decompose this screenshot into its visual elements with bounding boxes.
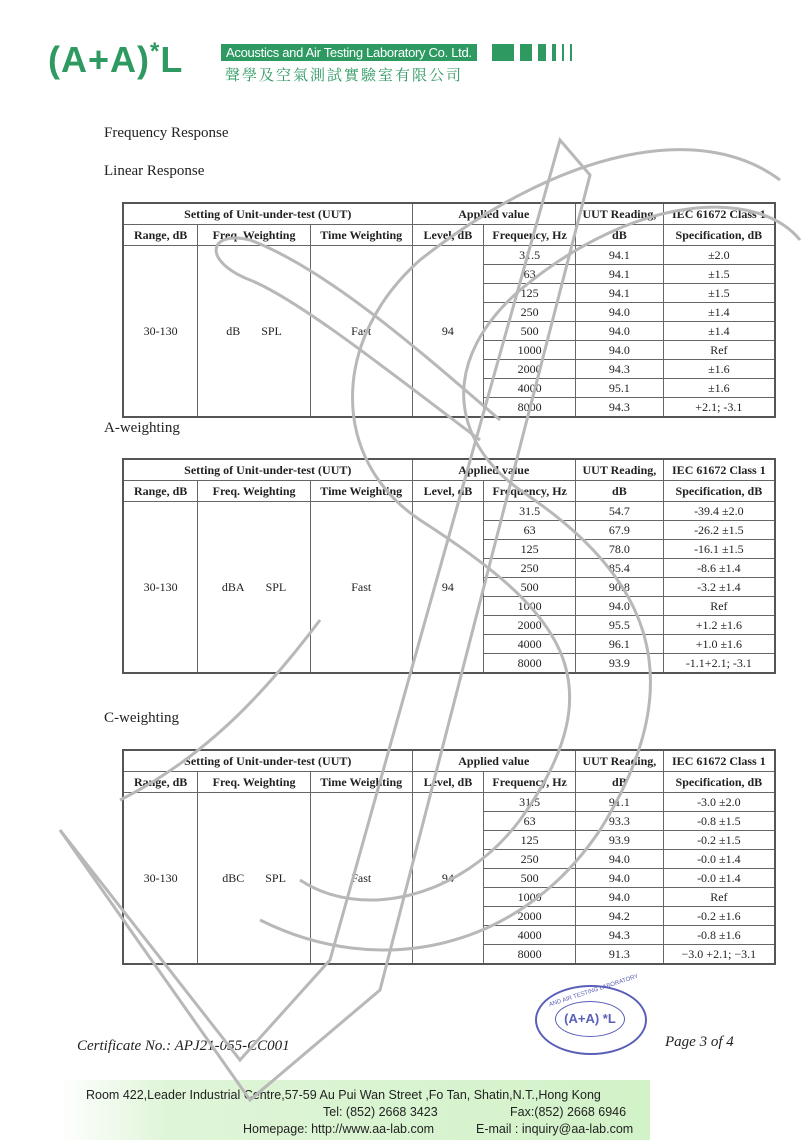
- header-uut-unit: dB: [576, 225, 664, 246]
- frequency-cell: 125: [484, 284, 576, 303]
- table-row: [123, 793, 775, 812]
- time-weighting-cell: Fast: [310, 246, 412, 418]
- frequency-cell: 1000: [484, 888, 576, 907]
- header-setting: Setting of Unit-under-test (UUT): [123, 459, 412, 481]
- frequency-cell: 250: [484, 850, 576, 869]
- spec-cell: Ref: [663, 341, 775, 360]
- table-row: [123, 246, 775, 265]
- uut-reading-cell: 94.0: [576, 850, 664, 869]
- header-time-weighting: Time Weighting: [310, 481, 412, 502]
- uut-reading-cell: 90.8: [576, 578, 664, 597]
- weighting-unit: SPL: [261, 323, 282, 338]
- header-applied: Applied value: [412, 750, 575, 772]
- uut-reading-cell: 93.3: [576, 812, 664, 831]
- table-row: [123, 502, 775, 521]
- email-link[interactable]: E-mail : inquiry@aa-lab.com: [476, 1122, 634, 1136]
- table-title-linear: Linear Response: [104, 163, 205, 179]
- time-weighting-cell: Fast: [310, 502, 412, 674]
- spec-cell: ±1.5: [663, 265, 775, 284]
- range-cell: 30-130: [123, 793, 198, 965]
- header-setting: Setting of Unit-under-test (UUT): [123, 750, 412, 772]
- frequency-cell: 2000: [484, 360, 576, 379]
- spec-cell: ±1.4: [663, 322, 775, 341]
- spec-cell: -26.2 ±1.5: [663, 521, 775, 540]
- uut-reading-cell: 91.1: [576, 793, 664, 812]
- header-level: Level, dB: [412, 225, 484, 246]
- freq-weighting-cell: [198, 793, 311, 965]
- spec-cell: -39.4 ±2.0: [663, 502, 775, 521]
- level-cell: 94: [412, 793, 484, 965]
- uut-reading-cell: 94.3: [576, 398, 664, 418]
- spec-cell: -3.2 ±1.4: [663, 578, 775, 597]
- uut-reading-cell: 94.0: [576, 322, 664, 341]
- header-iec: IEC 61672 Class 1: [663, 203, 775, 225]
- header-uut: UUT Reading,: [576, 750, 664, 772]
- telephone: Tel: (852) 2668 3423: [323, 1105, 438, 1119]
- frequency-cell: 31.5: [484, 246, 576, 265]
- header-frequency: Frequency, Hz: [484, 772, 576, 793]
- freq-weighting-cell: [198, 502, 311, 674]
- uut-reading-cell: 94.0: [576, 303, 664, 322]
- uut-reading-cell: 94.1: [576, 284, 664, 303]
- spec-cell: ±1.6: [663, 360, 775, 379]
- spec-cell: ±1.6: [663, 379, 775, 398]
- header-range: Range, dB: [123, 772, 198, 793]
- header-time-weighting: Time Weighting: [310, 772, 412, 793]
- spec-cell: Ref: [663, 597, 775, 616]
- address: Room 422,Leader Industrial Centre,57-59 Au Pui Wan Street ,Fo Tan, Shatin,N.T.,Hong Kong: [86, 1088, 601, 1102]
- header-range: Range, dB: [123, 225, 198, 246]
- header-freq-weighting: Freq. Weighting: [198, 225, 311, 246]
- time-weighting-cell: Fast: [310, 793, 412, 965]
- spec-cell: -0.8 ±1.6: [663, 926, 775, 945]
- level-cell: 94: [412, 502, 484, 674]
- header-iec: IEC 61672 Class 1: [663, 459, 775, 481]
- uut-reading-cell: 94.0: [576, 341, 664, 360]
- spec-cell: ±1.5: [663, 284, 775, 303]
- frequency-cell: 125: [484, 540, 576, 559]
- table-title-a: A-weighting: [104, 420, 180, 436]
- spec-cell: -16.1 ±1.5: [663, 540, 775, 559]
- uut-reading-cell: 78.0: [576, 540, 664, 559]
- frequency-cell: 8000: [484, 945, 576, 965]
- weighting-unit: SPL: [265, 870, 286, 885]
- weighting-unit: SPL: [265, 579, 287, 594]
- weighting: dB: [226, 323, 241, 338]
- spec-cell: -3.0 ±2.0: [663, 793, 775, 812]
- header-iec: IEC 61672 Class 1: [663, 750, 775, 772]
- header-freq-weighting: Freq. Weighting: [198, 772, 311, 793]
- range-cell: 30-130: [123, 502, 198, 674]
- header-uut: UUT Reading,: [576, 459, 664, 481]
- frequency-response-table: [122, 458, 776, 674]
- uut-reading-cell: 93.9: [576, 654, 664, 674]
- uut-reading-cell: 96.1: [576, 635, 664, 654]
- uut-reading-cell: 94.3: [576, 926, 664, 945]
- uut-reading-cell: 94.2: [576, 907, 664, 926]
- header-frequency: Frequency, Hz: [484, 481, 576, 502]
- frequency-cell: 4000: [484, 926, 576, 945]
- frequency-cell: 2000: [484, 616, 576, 635]
- weighting: dBA: [221, 579, 245, 594]
- frequency-cell: 31.5: [484, 793, 576, 812]
- spec-cell: -0.8 ±1.5: [663, 812, 775, 831]
- logo-bars: [492, 44, 572, 61]
- table-title-c: C-weighting: [104, 710, 179, 726]
- freq-weighting-cell: [198, 246, 311, 418]
- header-applied: Applied value: [412, 459, 575, 481]
- uut-reading-cell: 67.9: [576, 521, 664, 540]
- company-name-zh: 聲學及空氣測試實驗室有限公司: [225, 66, 464, 84]
- spec-cell: +2.1; -3.1: [663, 398, 775, 418]
- uut-reading-cell: 85.4: [576, 559, 664, 578]
- range-cell: 30-130: [123, 246, 198, 418]
- header-level: Level, dB: [412, 772, 484, 793]
- company-stamp: AND AIR TESTING LABORATORY (A+A) *L: [535, 985, 647, 1055]
- header-range: Range, dB: [123, 481, 198, 502]
- spec-cell: -0.0 ±1.4: [663, 850, 775, 869]
- page-number: Page 3 of 4: [665, 1034, 734, 1050]
- certificate-number: Certificate No.: APJ21-055-CC001: [77, 1038, 290, 1054]
- frequency-cell: 63: [484, 521, 576, 540]
- spec-cell: −3.0 +2.1; −3.1: [663, 945, 775, 965]
- uut-reading-cell: 94.0: [576, 888, 664, 907]
- spec-cell: -0.0 ±1.4: [663, 869, 775, 888]
- frequency-cell: 63: [484, 812, 576, 831]
- spec-cell: -8.6 ±1.4: [663, 559, 775, 578]
- frequency-cell: 250: [484, 303, 576, 322]
- spec-cell: +1.0 ±1.6: [663, 635, 775, 654]
- spec-cell: +1.2 ±1.6: [663, 616, 775, 635]
- header-uut-unit: dB: [576, 772, 664, 793]
- header-uut: UUT Reading,: [576, 203, 664, 225]
- company-name-en: Acoustics and Air Testing Laboratory Co. Ltd.: [221, 44, 477, 61]
- spec-cell: Ref: [663, 888, 775, 907]
- fax: Fax:(852) 2668 6946: [510, 1105, 627, 1119]
- uut-reading-cell: 95.5: [576, 616, 664, 635]
- spec-cell: ±2.0: [663, 246, 775, 265]
- frequency-cell: 500: [484, 322, 576, 341]
- frequency-response-table: [122, 749, 776, 965]
- header-uut-unit: dB: [576, 481, 664, 502]
- uut-reading-cell: 91.3: [576, 945, 664, 965]
- spec-cell: -0.2 ±1.6: [663, 907, 775, 926]
- uut-reading-cell: 95.1: [576, 379, 664, 398]
- section-title: Frequency Response: [104, 125, 229, 141]
- frequency-cell: 500: [484, 869, 576, 888]
- header-freq-weighting: Freq. Weighting: [198, 481, 311, 502]
- frequency-cell: 8000: [484, 654, 576, 674]
- frequency-cell: 4000: [484, 635, 576, 654]
- frequency-cell: 1000: [484, 341, 576, 360]
- frequency-cell: 4000: [484, 379, 576, 398]
- frequency-cell: 125: [484, 831, 576, 850]
- frequency-cell: 63: [484, 265, 576, 284]
- level-cell: 94: [412, 246, 484, 418]
- header-spec: Specification, dB: [663, 772, 775, 793]
- header-level: Level, dB: [412, 481, 484, 502]
- spec-cell: ±1.4: [663, 303, 775, 322]
- uut-reading-cell: 94.3: [576, 360, 664, 379]
- frequency-cell: 500: [484, 578, 576, 597]
- uut-reading-cell: 94.0: [576, 869, 664, 888]
- weighting: dBC: [222, 870, 245, 885]
- header-time-weighting: Time Weighting: [310, 225, 412, 246]
- spec-cell: -0.2 ±1.5: [663, 831, 775, 850]
- spec-cell: -1.1+2.1; -3.1: [663, 654, 775, 674]
- uut-reading-cell: 94.0: [576, 597, 664, 616]
- header-frequency: Frequency, Hz: [484, 225, 576, 246]
- uut-reading-cell: 93.9: [576, 831, 664, 850]
- header-spec: Specification, dB: [663, 481, 775, 502]
- frequency-response-table: [122, 202, 776, 418]
- uut-reading-cell: 94.1: [576, 265, 664, 284]
- uut-reading-cell: 54.7: [576, 502, 664, 521]
- company-logo: (A+A)*L: [48, 38, 184, 80]
- frequency-cell: 2000: [484, 907, 576, 926]
- frequency-cell: 1000: [484, 597, 576, 616]
- homepage-link[interactable]: Homepage: http://www.aa-lab.com: [243, 1122, 435, 1136]
- frequency-cell: 8000: [484, 398, 576, 418]
- uut-reading-cell: 94.1: [576, 246, 664, 265]
- header-setting: Setting of Unit-under-test (UUT): [123, 203, 412, 225]
- address-footer: [60, 1080, 650, 1140]
- header-applied: Applied value: [412, 203, 575, 225]
- frequency-cell: 31.5: [484, 502, 576, 521]
- frequency-cell: 250: [484, 559, 576, 578]
- header-spec: Specification, dB: [663, 225, 775, 246]
